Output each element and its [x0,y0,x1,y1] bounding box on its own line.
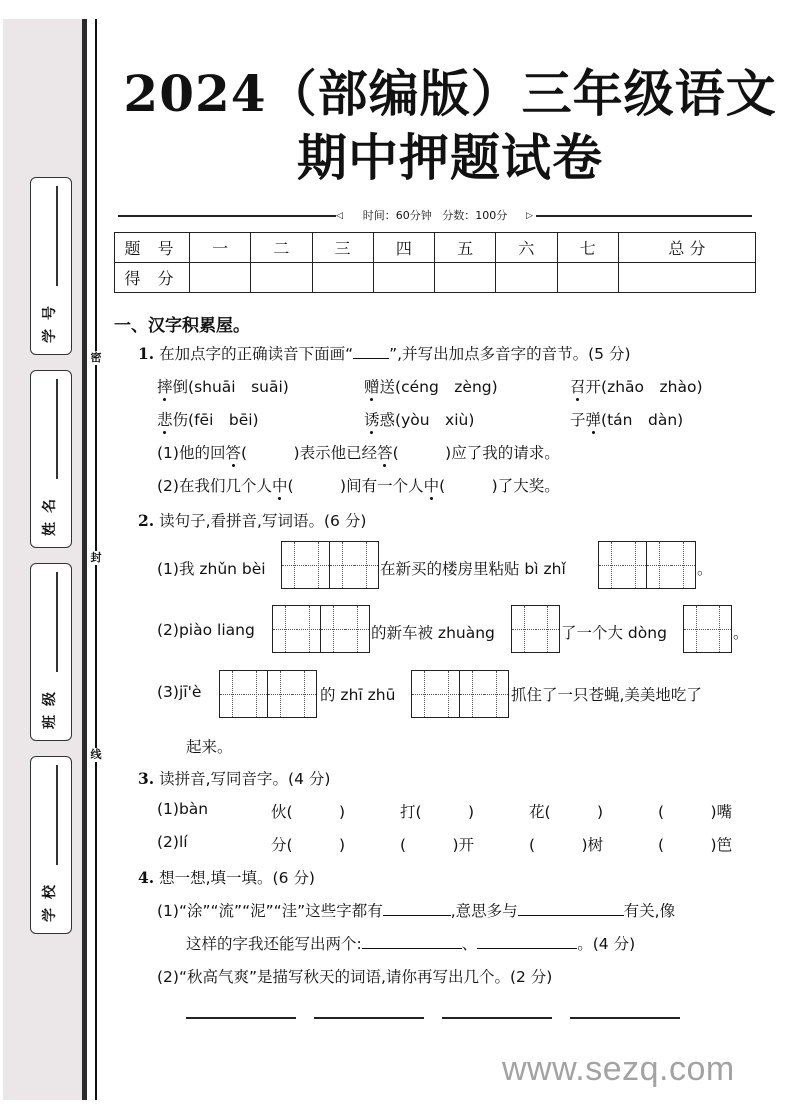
divider [536,215,752,217]
answer-blank[interactable] [477,948,577,949]
answer-line[interactable] [186,1017,296,1019]
answer-blank[interactable] [362,948,462,949]
question-3-prompt [138,767,330,789]
sentence-item [157,441,560,463]
writing-grid-2char[interactable] [272,605,370,653]
writing-grid-1char[interactable] [511,605,560,653]
sentence-text: (1)“涂”“流”“泥”“洼”这些字都有 [157,902,383,920]
field-label: 学 [42,908,58,922]
exam-meta [118,208,752,224]
word-item [157,408,259,430]
answer-blank[interactable]: ( )间有一个人 [287,477,424,495]
sentence-text: 起来。 [186,738,233,756]
write-line [56,572,58,672]
answer-blank[interactable]: ( )应了我的请求。 [392,444,560,462]
writing-grid-2char[interactable] [219,670,317,718]
score-cell[interactable] [312,263,373,293]
sentence-text: (2)“秋高气爽”是描写秋天的词语,请你再写出几个。(2 分) [157,968,553,986]
section-title: 一、汉字积累屋。 [114,316,250,336]
dotted-char: 中 [423,477,440,495]
question-number: 1. [138,344,155,363]
answer-blank[interactable]: ( )表示他已经 [240,444,378,462]
pinyin-options[interactable]: (zhāo zhào) [601,378,703,396]
word-text: 开 [585,378,602,396]
answer-blank[interactable]: 花( ) [529,803,604,821]
word-text: 伤 [172,411,189,429]
sentence-text: 、 [461,935,478,953]
sentence-text: 。(4 分) [577,935,636,953]
answer-blank[interactable]: ( )嘴 [658,803,733,821]
write-line [56,379,58,479]
score-cell[interactable] [435,263,496,293]
field-label: 名 [42,499,58,513]
seal-char-feng: 封 [90,551,102,564]
sentence-text: (2)piào liang [157,621,255,639]
header-cell: 六 [496,233,557,263]
dotted-char: 赠 [364,378,380,396]
sentence-item [157,474,560,496]
school-field[interactable] [30,756,72,934]
score-table-score-row [115,263,756,293]
header-cell: 二 [251,233,312,263]
sentence-text: 。 [733,624,749,642]
writing-grid-2char[interactable] [598,541,696,589]
header-cell: 一 [190,233,251,263]
answer-blank[interactable]: ( )笆 [658,836,733,854]
field-label: 姓 [42,522,58,536]
answer-blank[interactable]: ( )开 [400,836,475,854]
score-cell[interactable] [557,263,618,293]
pinyin-options[interactable]: (shuāi suāi) [188,378,289,396]
field-label: 学 [42,329,58,343]
answer-line[interactable] [442,1017,552,1019]
answer-blank[interactable]: 打( ) [400,803,475,821]
question-4-prompt [138,866,315,888]
answer-blank[interactable]: 伙( ) [271,803,346,821]
score-label: 分数：100分 [442,209,508,222]
prompt-text: 读句子,看拼音,写词语。(6 分) [159,512,367,530]
student-name-field[interactable] [30,370,72,548]
time-label: 时间：60分钟 [362,209,432,222]
pinyin-label: (1)bàn [157,800,209,818]
word-text: 倒 [172,378,189,396]
left-triangle-icon: ◁ [336,211,343,221]
header-cell: 七 [557,233,618,263]
question-number: 4. [138,868,155,887]
dotted-char: 答 [377,444,393,462]
word-item [570,408,683,430]
answer-blank[interactable]: ( )树 [529,836,604,854]
dotted-char: 摔 [157,378,173,396]
writing-grid-1char[interactable] [683,605,732,653]
header-cell: 三 [312,233,373,263]
pinyin-options[interactable]: (yòu xiù) [395,411,475,429]
word-text: 惑 [379,411,396,429]
header-cell: 五 [435,233,496,263]
sentence-text: ,意思多与 [450,902,518,920]
field-label: 班 [42,715,58,729]
sentence-text: 。 [697,560,713,578]
writing-grid-2char[interactable] [281,541,379,589]
word-text: 子 [570,411,586,429]
prompt-text: 想一想,填一填。(6 分) [159,869,315,887]
answer-line[interactable] [314,1017,424,1019]
sentence-text: 的 zhī zhū [320,686,396,704]
sentence-text: 抓住了一只苍蝇,美美地吃了 [511,686,702,704]
word-item [364,375,498,397]
underline-sample [353,358,389,359]
question-2-prompt [138,509,366,531]
fill-item [186,932,635,954]
sentence-text: (1)他的回 [157,444,226,462]
page-subtitle: 期中押题试卷 [297,128,603,187]
field-label: 校 [42,885,58,899]
row-label: 得 分 [115,263,190,293]
sentence-text: (3)jī'è [157,683,202,701]
header-cell: 总 分 [618,233,755,263]
prompt-text: 读拼音,写同音字。(4 分) [159,770,331,788]
seal-char-mi: 密 [90,351,102,364]
sentence-text: 在新买的楼房里粘贴 bì zhǐ [380,560,566,578]
answer-blank[interactable] [383,915,451,916]
field-label: 级 [42,692,58,706]
watermark: www.sezq.com [502,1050,735,1088]
dotted-char: 悲 [157,411,173,429]
dotted-char: 中 [271,477,288,495]
score-table [114,232,756,293]
score-cell[interactable] [190,263,251,293]
dotted-char: 弹 [585,411,602,429]
word-item [364,408,474,430]
question-1-prompt [138,342,631,364]
sentence-text: (2)在我们几个人 [157,477,272,495]
fill-item [157,899,675,921]
answer-blank[interactable]: 分( ) [271,836,346,854]
dotted-char: 诱 [364,411,380,429]
sentence-text: 这样的字我还能写出两个: [186,935,362,953]
word-item [157,375,289,397]
write-line [56,186,58,286]
seal-char-xian: 线 [90,748,102,761]
word-item [570,375,703,397]
header-cell: 四 [373,233,434,263]
question-number: 2. [138,511,155,530]
score-cell[interactable] [251,263,312,293]
answer-line[interactable] [570,1017,680,1019]
question-number: 3. [138,769,155,788]
prompt-text: ”,并写出加点多音字的音节。(5 分) [389,345,631,363]
sentence-text: 的新车被 zhuàng [371,624,495,642]
score-table-header-row [115,233,756,263]
pinyin-options[interactable]: (fēi bēi) [188,411,259,429]
score-cell[interactable] [373,263,434,293]
binding-thick-rule [82,19,87,1100]
write-line [56,765,58,865]
student-id-field[interactable] [30,177,72,355]
sentence-text: 有关,像 [623,902,676,920]
sentence-text: 了一个大 dòng [561,624,667,642]
writing-grid-2char[interactable] [411,670,509,718]
exam-info [350,208,520,224]
field-label: 号 [42,306,58,320]
pinyin-options[interactable]: (céng zèng) [395,378,498,396]
pinyin-label: (2)lí [157,833,188,851]
word-text: 送 [379,378,396,396]
divider [118,215,336,217]
pinyin-options[interactable]: (tán dàn) [601,411,684,429]
dotted-char: 答 [225,444,241,462]
answer-blank[interactable] [518,915,624,916]
page-title: 2024（部编版）三年级语文 [123,64,777,123]
prompt-text: 在加点字的正确读音下面画“ [159,345,354,363]
right-triangle-icon: ▷ [526,211,533,221]
score-cell[interactable] [496,263,557,293]
sentence-text: (1)我 zhǔn bèi [157,560,266,578]
score-cell[interactable] [618,263,755,293]
class-field[interactable] [30,563,72,741]
dotted-char: 召 [570,378,586,396]
header-cell: 题 号 [115,233,190,263]
answer-blank[interactable]: ( )了大奖。 [439,477,560,495]
